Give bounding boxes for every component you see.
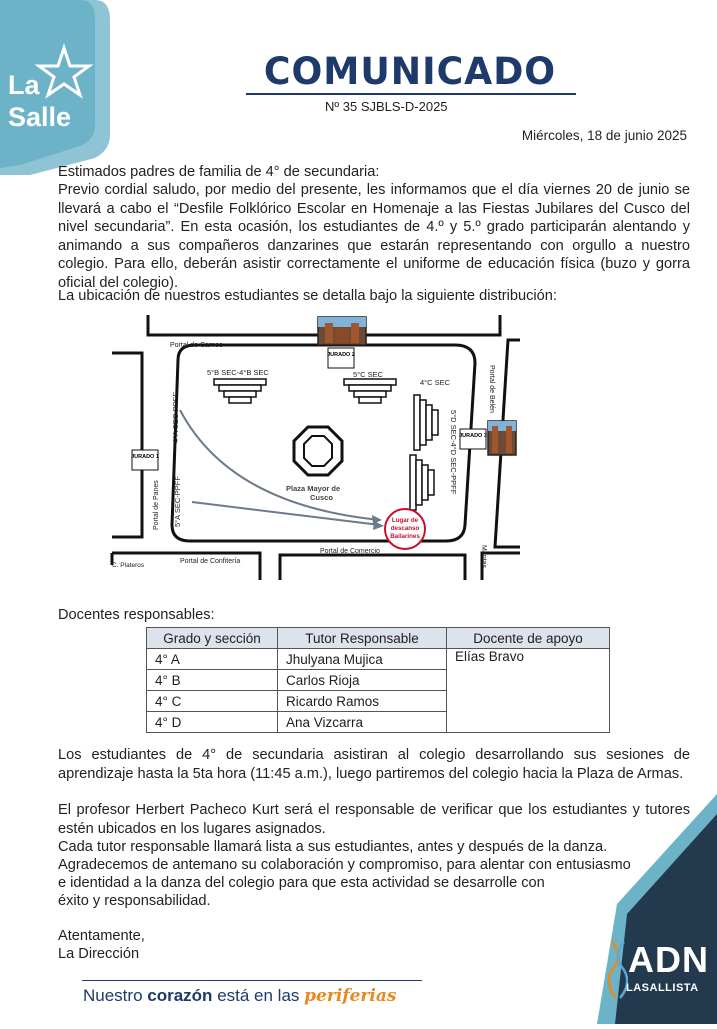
document-number: Nº 35 SJBLS-D-2025 bbox=[325, 99, 448, 114]
street-edge-bottom bbox=[112, 553, 520, 580]
grade-cell: 4° C bbox=[147, 691, 278, 712]
bleachers-4c bbox=[414, 395, 438, 450]
schedule-paragraph: Los estudiantes de 4° de secundaria asistiran al colegio desarrollando sus sesiones de aprendizaje hasta la 5ta hora (11:45 a.m.), luego partiremos del colegio hacia la Plaza de Armas. bbox=[58, 747, 690, 782]
slogan-part-2: está en las bbox=[217, 986, 300, 1005]
signature: La Dirección bbox=[58, 946, 140, 962]
adn-badge bbox=[608, 939, 709, 1002]
grade-cell: 4° A bbox=[147, 649, 278, 670]
cathedral-icon-right bbox=[488, 421, 516, 455]
header-grade: Grado y sección bbox=[147, 628, 278, 649]
thanks-line-3: éxito y responsabilidad. bbox=[58, 893, 211, 909]
street-right-label: Portal de Belén bbox=[488, 365, 495, 413]
cathedral-icon-top bbox=[318, 317, 366, 345]
table-row bbox=[147, 649, 610, 670]
jurado-3-label: JURADO 3 bbox=[459, 433, 487, 439]
grade-cell: 4° D bbox=[147, 712, 278, 733]
rest-area-label-1: Lugar de bbox=[391, 517, 419, 524]
footer-slogan bbox=[83, 986, 396, 1006]
page-title: COMUNICADO bbox=[263, 50, 557, 93]
supervisor-paragraph: El profesor Herbert Pacheco Kurt será el responsable de verificar que los estudiantes y tutores estén ubicados en los lugares asignados. bbox=[58, 802, 690, 837]
intro-paragraph: Previo cordial saludo, por medio del presente, les informamos que el día viernes 20 de junio se llevará a cabo el “Desfile Folklórico Escolar en Homenaje a las Fiestas Jubilares del Cusco del nivel secundaria”. En esta ocasión, los estudiantes de 4.º y 5.º grado participarán alentando y animando a sus compañeros danzarines que estarán representando con orgullo a nuestro colegio. Para ello, deberán asistir correctamente el uniforme de educación física (buzo y gorra oficial del colegio). bbox=[58, 182, 690, 291]
school-logo bbox=[0, 0, 110, 175]
adn-title: ADN bbox=[628, 939, 709, 980]
street-comercio-label: Portal de Comercio bbox=[320, 548, 380, 555]
logo-line-2: Salle bbox=[8, 102, 72, 132]
jurado-1-box bbox=[131, 450, 159, 470]
dna-icon bbox=[608, 940, 628, 1002]
document-date: Miércoles, 18 de junio 2025 bbox=[521, 128, 687, 143]
location-map bbox=[110, 315, 522, 580]
jurado-1-label: JURADO 1 bbox=[131, 454, 159, 460]
adn-subtitle: LASALLISTA bbox=[626, 982, 699, 994]
section-4a-label: 4°A SEC-PPFF bbox=[171, 392, 180, 443]
street-mantas-label: Mantas bbox=[480, 545, 487, 568]
section-4c-label: 4°C SEC bbox=[420, 378, 451, 387]
bleachers-5c bbox=[344, 379, 396, 403]
plaza-label-2: Cusco bbox=[310, 493, 333, 502]
footer-divider bbox=[82, 980, 422, 981]
jurado-2-label: JURADO 2 bbox=[327, 352, 355, 358]
teachers-table bbox=[146, 627, 610, 733]
header-tutor: Tutor Responsable bbox=[278, 628, 447, 649]
section-5c-label: 5°C SEC bbox=[353, 370, 384, 379]
thanks-line-1: Agradecemos de antemano su colaboración y compromiso, para alentar con entusiasmo bbox=[58, 857, 631, 873]
logo-line-1: La bbox=[8, 70, 40, 100]
title-underline bbox=[246, 93, 576, 95]
jurado-3-box bbox=[459, 429, 487, 449]
rest-area-label-3: Bailarines bbox=[390, 533, 420, 540]
section-5a-label: 5°A SEC-PPFF bbox=[173, 476, 182, 527]
fountain-icon bbox=[294, 427, 342, 475]
location-intro: La ubicación de nuestros estudiantes se detalla bajo la siguiente distribución: bbox=[58, 288, 557, 304]
grade-cell: 4° B bbox=[147, 670, 278, 691]
jurado-2-box bbox=[327, 348, 355, 368]
slogan-part-1: Nuestro bbox=[83, 986, 143, 1005]
thanks-line-2: e identidad a la danza del colegio para que esta actividad se desarrolle con bbox=[58, 875, 545, 891]
street-plateros-label: C. Plateros bbox=[112, 562, 145, 569]
bleachers-5d-4d bbox=[410, 455, 434, 510]
support-teacher-cell: Elías Bravo bbox=[447, 649, 610, 733]
tutor-cell: Carlos Rioja bbox=[278, 670, 447, 691]
slogan-accent: periferias bbox=[304, 986, 397, 1006]
plaza-label-1: Plaza Mayor de bbox=[286, 484, 341, 493]
attendance-paragraph: Cada tutor responsable llamará lista a sus estudiantes, antes y después de la danza. bbox=[58, 839, 608, 855]
street-left-label: Portal de Panes bbox=[153, 480, 160, 530]
tutor-cell: Ana Vizcarra bbox=[278, 712, 447, 733]
table-header-row bbox=[147, 628, 610, 649]
street-confiteria-label: Portal de Confitería bbox=[180, 558, 241, 565]
street-top-label: Portal de Carnes bbox=[170, 342, 223, 349]
bleachers-5b-4b bbox=[214, 379, 266, 403]
header-support: Docente de apoyo bbox=[447, 628, 610, 649]
rest-area-label-2: descanso bbox=[390, 525, 420, 532]
closing: Atentamente, bbox=[58, 928, 145, 944]
slogan-bold: corazón bbox=[147, 986, 213, 1005]
section-5b-4b-label: 5°B SEC-4°B SEC bbox=[207, 368, 269, 377]
street-edge-left bbox=[112, 353, 142, 537]
tutor-cell: Jhulyana Mujica bbox=[278, 649, 447, 670]
arrow-5a bbox=[192, 502, 380, 525]
tutor-cell: Ricardo Ramos bbox=[278, 691, 447, 712]
section-5d-4d-label: 5°D SEC-4°D SEC-PPFF bbox=[449, 410, 458, 495]
greeting: Estimados padres de familia de 4° de secundaria: bbox=[58, 164, 380, 180]
teachers-heading: Docentes responsables: bbox=[58, 607, 215, 623]
